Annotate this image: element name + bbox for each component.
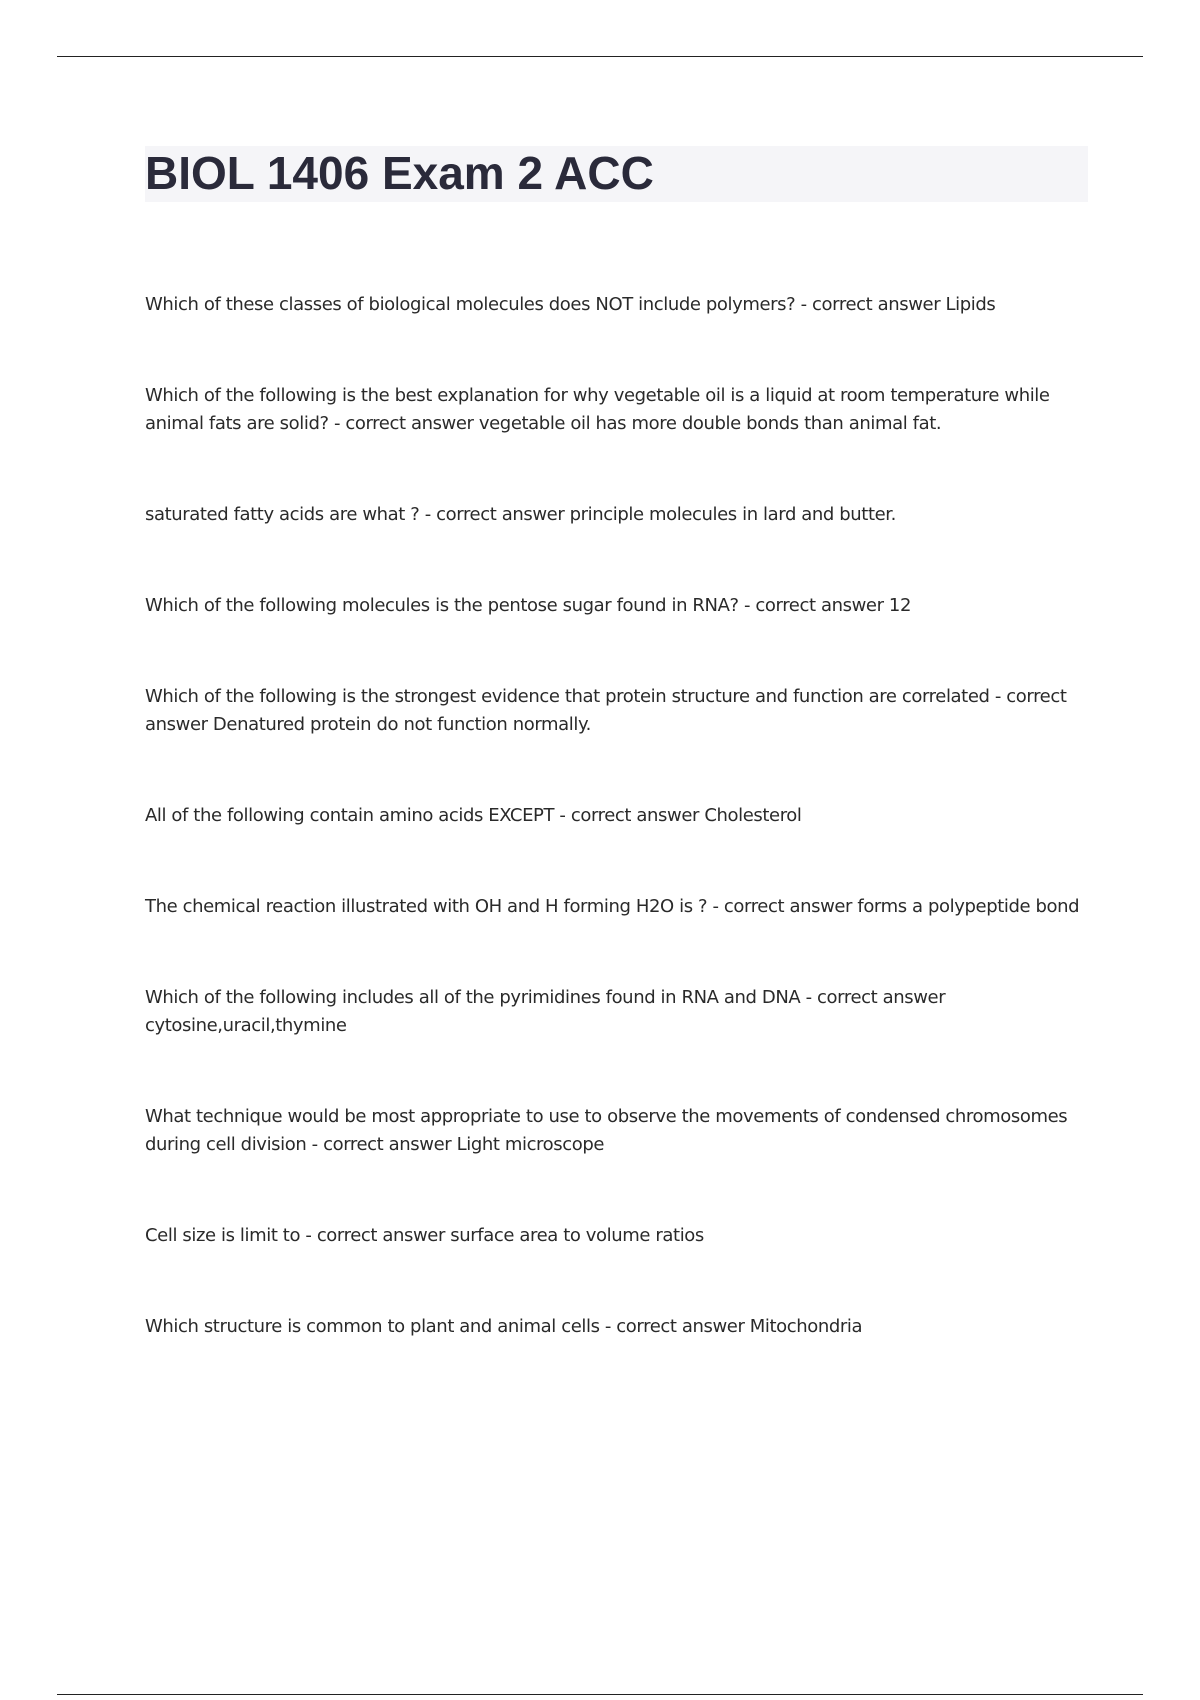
footer-rule [57, 1694, 1143, 1695]
qa-item: Cell size is limit to - correct answer surface area to volume ratios [145, 1225, 704, 1246]
qa-item: Which of the following includes all of the pyrimidines found in RNA and DNA - correct answer cytosine,uracil,thymine [145, 987, 946, 1036]
qa-item: Which structure is common to plant and animal cells - correct answer Mitochondria [145, 1316, 863, 1337]
qa-item: Which of the following is the strongest evidence that protein structure and function are correlated - correct answer Denatured protein do not function normally. [145, 686, 1067, 735]
qa-item: Which of the following is the best explanation for why vegetable oil is a liquid at room temperature while animal fats are solid? - correct answer vegetable oil has more double bonds than animal fat. [145, 385, 1050, 434]
page-title: BIOL 1406 Exam 2 ACC [145, 147, 654, 199]
qa-item: saturated fatty acids are what ? - correct answer principle molecules in lard and butter. [145, 504, 896, 525]
header-rule [57, 56, 1143, 57]
qa-item: The chemical reaction illustrated with OH and H forming H2O is ? - correct answer forms a polypeptide bond [145, 896, 1080, 917]
qa-list [145, 291, 1095, 1341]
qa-item: All of the following contain amino acids EXCEPT - correct answer Cholesterol [145, 805, 802, 826]
qa-item: What technique would be most appropriate to use to observe the movements of condensed chromosomes during cell division - correct answer Light microscope [145, 1106, 1068, 1155]
qa-item: Which of the following molecules is the pentose sugar found in RNA? - correct answer 12 [145, 595, 911, 616]
qa-item: Which of these classes of biological molecules does NOT include polymers? - correct answer Lipids [145, 294, 996, 315]
